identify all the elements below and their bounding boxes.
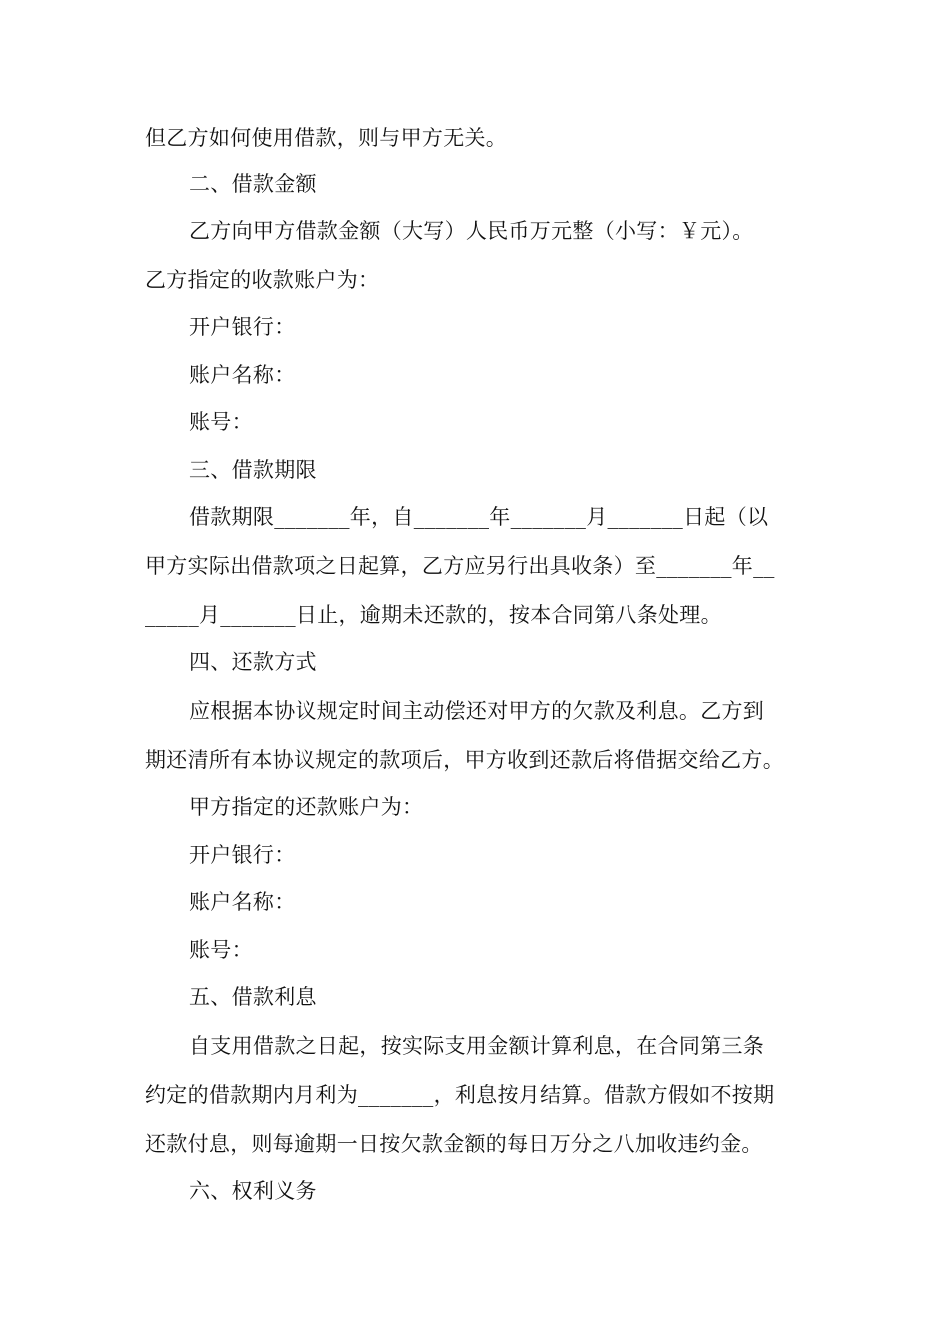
text-line: 账号： [189,938,253,962]
section-heading: 三、借款期限 [189,458,317,482]
section-heading: 六、权利义务 [189,1179,317,1203]
text-line: 开户银行： [189,315,296,339]
section-heading: 五、借款利息 [189,985,317,1009]
text-line: 开户银行： [189,843,296,867]
text-line: 账户名称： [189,890,296,914]
text-line: 应根据本协议规定时间主动偿还对甲方的欠款及利息。乙方到 [189,699,765,723]
text-line: 乙方向甲方借款金额（大写）人民币万元整（小写：￥元）。 [189,219,754,243]
text-line: 期还清所有本协议规定的款项后，甲方收到还款后将借据交给乙方。 [145,748,784,772]
section-heading: 二、借款金额 [189,172,317,196]
text-line: 约定的借款期内月利为_______，利息按月结算。借款方假如不按期 [145,1083,775,1107]
text-line: 甲方指定的还款账户为： [189,795,424,819]
text-line: 借款期限_______年，自_______年_______月_______日起（以 [189,505,769,529]
text-line: 甲方实际出借款项之日起算，乙方应另行出具收条）至_______年__ [145,554,775,578]
text-line: 自支用借款之日起，按实际支用金额计算利息，在合同第三条 [189,1034,765,1058]
text-line: 账户名称： [189,363,296,387]
text-line: 乙方指定的收款账户为： [145,268,380,292]
section-heading: 四、还款方式 [189,650,317,674]
text-line: 但乙方如何使用借款，则与甲方无关。 [145,126,508,150]
text-line: 还款付息，则每逾期一日按欠款金额的每日万分之八加收违约金。 [145,1132,763,1156]
text-line: 账号： [189,410,253,434]
text-line: _____月_______日止，逾期未还款的，按本合同第八条处理。 [145,603,722,627]
